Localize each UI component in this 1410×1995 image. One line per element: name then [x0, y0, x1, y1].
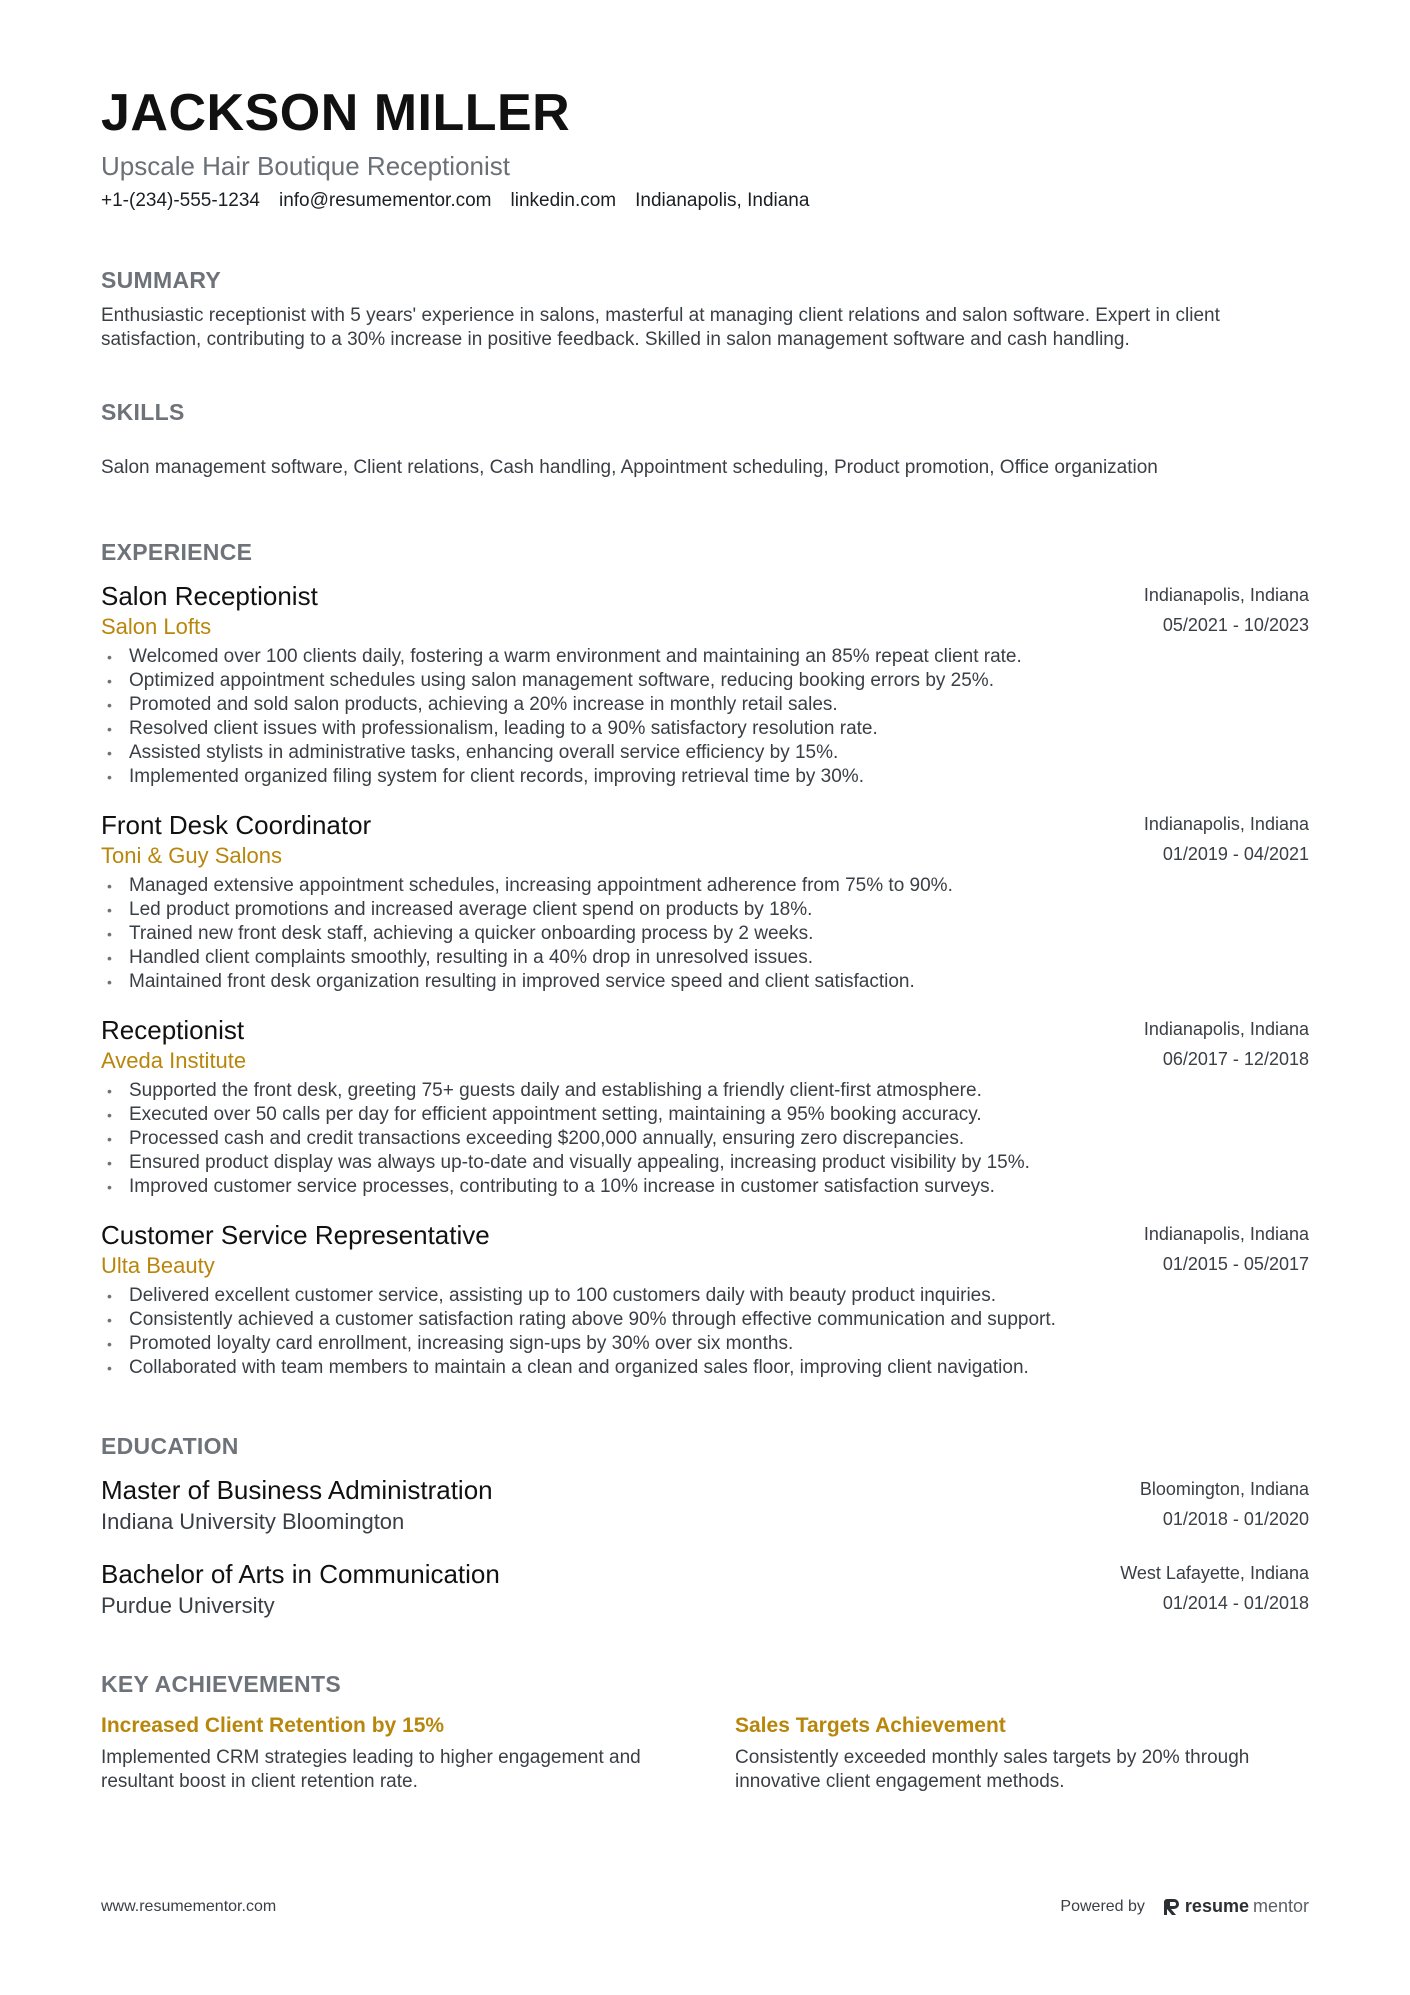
job-location: Indianapolis, Indiana	[1143, 814, 1309, 834]
job-bullets	[101, 1284, 1309, 1380]
job-bullet: • Ensured product display was always up-to-date and visually appealing, increasing product visibility by 15%.	[101, 1151, 1309, 1175]
achievement-description: Consistently exceeded monthly sales targets by 20% through innovative client engagement methods.	[735, 1747, 1250, 1792]
experience-section	[101, 538, 1309, 1380]
job-bullet: • Processed cash and credit transactions exceeding $200,000 annually, ensuring zero discrepancies.	[101, 1127, 1309, 1151]
job-bullets	[101, 1079, 1309, 1199]
powered-by	[1060, 1896, 1309, 1917]
achievement-title: Increased Client Retention by 15%	[101, 1714, 445, 1737]
job-company: Aveda Institute	[101, 1048, 247, 1073]
footer-website[interactable]: www.resumementor.com	[101, 1897, 277, 1915]
job-bullet: • Implemented organized filing system for client records, improving retrieval time by 30%.	[101, 765, 1309, 789]
job-bullet: • Improved customer service processes, contributing to a 10% increase in customer satisfaction surveys.	[101, 1175, 1309, 1199]
job-company: Ulta Beauty	[101, 1253, 215, 1278]
contact-linkedin[interactable]: linkedin.com	[510, 190, 617, 211]
job-bullets	[101, 874, 1309, 994]
page-footer	[101, 1896, 1309, 1917]
resumementor-logo-icon	[1163, 1897, 1181, 1917]
achievement-description: Implemented CRM strategies leading to higher engagement and resultant boost in client retention rate.	[101, 1747, 641, 1792]
candidate-name: JACKSON MILLER	[101, 84, 571, 142]
education-dates: 01/2018 - 01/2020	[1162, 1509, 1309, 1529]
summary-section	[101, 266, 1309, 352]
achievement-title: Sales Targets Achievement	[735, 1714, 1006, 1737]
job-bullet: • Assisted stylists in administrative tasks, enhancing overall service efficiency by 15%.	[101, 741, 1309, 765]
job-bullet: • Collaborated with team members to maintain a clean and organized sales floor, improving client navigation.	[101, 1356, 1309, 1380]
education-location: West Lafayette, Indiana	[1120, 1563, 1309, 1583]
job-location: Indianapolis, Indiana	[1143, 585, 1309, 605]
job-dates: 06/2017 - 12/2018	[1162, 1049, 1309, 1069]
summary-heading: SUMMARY	[101, 267, 222, 293]
achievements-heading: KEY ACHIEVEMENTS	[101, 1671, 341, 1697]
job-bullet: • Handled client complaints smoothly, resulting in a 40% drop in unresolved issues.	[101, 946, 1309, 970]
experience-heading: EXPERIENCE	[101, 539, 253, 565]
job-bullet: • Supported the front desk, greeting 75+ guests daily and establishing a friendly client-first atmosphere.	[101, 1079, 1309, 1103]
job-bullet: • Trained new front desk staff, achieving a quicker onboarding process by 2 weeks.	[101, 922, 1309, 946]
school: Purdue University	[101, 1593, 275, 1618]
brand-logo[interactable]	[1163, 1896, 1309, 1917]
powered-by-label: Powered by	[1060, 1897, 1145, 1915]
brand-name-light: mentor	[1252, 1896, 1309, 1916]
job-bullet: • Led product promotions and increased average client spend on products by 18%.	[101, 898, 1309, 922]
school: Indiana University Bloomington	[101, 1509, 405, 1534]
job-entry	[101, 580, 1309, 789]
contact-location: Indianapolis, Indiana	[635, 190, 810, 211]
contact-email[interactable]: info@resumementor.com	[278, 190, 492, 211]
skills-text: Salon management software, Client relations, Cash handling, Appointment scheduling, Product promotion, Office organization	[101, 457, 1158, 478]
job-bullet: • Resolved client issues with professionalism, leading to a 90% satisfactory resolution rate.	[101, 717, 1309, 741]
education-entry	[101, 1474, 1309, 1536]
education-entry	[101, 1558, 1309, 1620]
job-entry	[101, 1219, 1309, 1380]
job-entry	[101, 809, 1309, 994]
contact-phone: +1-(234)-555-1234	[101, 190, 260, 211]
job-title: Customer Service Representative	[101, 1220, 490, 1250]
brand-name-strong: resume	[1184, 1896, 1249, 1916]
job-bullet: • Welcomed over 100 clients daily, fostering a warm environment and maintaining an 85% repeat client rate.	[101, 645, 1309, 669]
job-title: Front Desk Coordinator	[101, 810, 372, 840]
education-section	[101, 1432, 1309, 1620]
job-bullet: • Executed over 50 calls per day for efficient appointment setting, maintaining a 95% booking accuracy.	[101, 1103, 1309, 1127]
job-location: Indianapolis, Indiana	[1143, 1019, 1309, 1039]
job-bullets	[101, 645, 1309, 789]
skills-heading: SKILLS	[101, 399, 185, 425]
job-dates: 01/2019 - 04/2021	[1162, 844, 1309, 864]
education-heading: EDUCATION	[101, 1433, 239, 1459]
job-bullet: • Delivered excellent customer service, assisting up to 100 customers daily with beauty product inquiries.	[101, 1284, 1309, 1308]
job-company: Toni & Guy Salons	[101, 843, 282, 868]
achievements-section	[101, 1670, 1309, 1794]
job-bullet: • Managed extensive appointment schedules, increasing appointment adherence from 75% to 90%.	[101, 874, 1309, 898]
job-bullet: • Maintained front desk organization resulting in improved service speed and client satisfaction.	[101, 970, 1309, 994]
job-location: Indianapolis, Indiana	[1143, 1224, 1309, 1244]
achievement-item	[735, 1712, 1309, 1794]
job-dates: 01/2015 - 05/2017	[1162, 1254, 1309, 1274]
skills-section	[101, 398, 1309, 480]
candidate-title: Upscale Hair Boutique Receptionist	[101, 151, 510, 181]
education-dates: 01/2014 - 01/2018	[1162, 1593, 1309, 1613]
job-entry	[101, 1014, 1309, 1199]
job-dates: 05/2021 - 10/2023	[1162, 615, 1309, 635]
education-location: Bloomington, Indiana	[1139, 1479, 1309, 1499]
summary-text: Enthusiastic receptionist with 5 years' experience in salons, masterful at managing client relations and salon software. Expert in client satisfaction, contributing to a 30% increase in positive feedback. Skilled in salon management software and cash handling.	[101, 305, 1220, 350]
job-bullet: • Promoted and sold salon products, achieving a 20% increase in monthly retail sales.	[101, 693, 1309, 717]
contact-line	[101, 188, 1309, 214]
job-bullet: • Promoted loyalty card enrollment, increasing sign-ups by 30% over six months.	[101, 1332, 1309, 1356]
resume-header	[101, 0, 1309, 214]
degree: Master of Business Administration	[101, 1475, 493, 1505]
job-bullet: • Optimized appointment schedules using salon management software, reducing booking errors by 25%.	[101, 669, 1309, 693]
job-title: Receptionist	[101, 1015, 245, 1045]
degree: Bachelor of Arts in Communication	[101, 1559, 500, 1589]
achievement-item	[101, 1712, 675, 1794]
job-bullet: • Consistently achieved a customer satisfaction rating above 90% through effective communication and support.	[101, 1308, 1309, 1332]
job-title: Salon Receptionist	[101, 581, 318, 611]
job-company: Salon Lofts	[101, 614, 212, 639]
